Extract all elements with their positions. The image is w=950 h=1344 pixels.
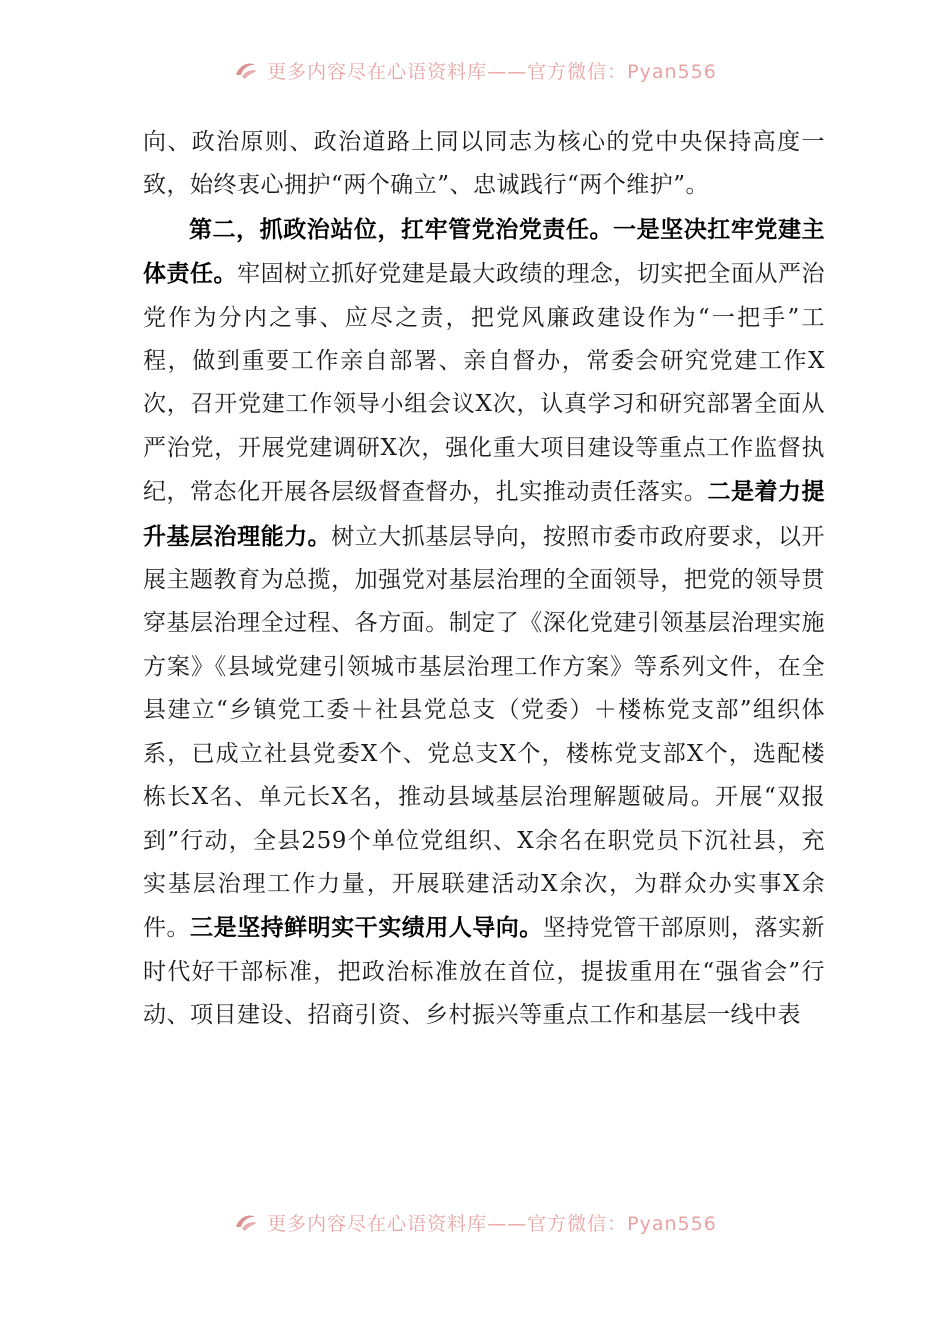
logo-icon <box>233 59 259 81</box>
text-segment: 坚持党管干部原则，落实新时代好干部标准，把政治标准放在首位，提拔重用在“强省会”行动、项目建设、招商引资、乡村振兴等重点工作和基层一线中表 <box>143 915 826 1029</box>
footer-watermark <box>0 1207 950 1237</box>
header-watermark-text: 更多内容尽在心语资料库——官方微信：Pyan556 <box>267 60 717 83</box>
paragraph-1 <box>143 121 825 208</box>
logo-icon <box>233 1211 259 1233</box>
footer-watermark-text: 更多内容尽在心语资料库——官方微信：Pyan556 <box>267 1212 717 1235</box>
section-heading: 第二，抓政治站位，扛牢管党治党责任。一是坚决扛牢党建主体责任。 <box>143 215 825 288</box>
text-segment: 树立大抓基层导向，按照市委市政府要求，以开展主题教育为总揽，加强党对基层治理的全面领导，把党的领导贯穿基层治理全过程、各方面。制定了《深化党建引领基层治理实施方案》《县域党建引领城市基层治理工作方案》等系列文件，在全县建立“乡镇党工委＋社县党总支（党委）＋楼栋党支部”组织体系，已成立社县党委X个、党总支X个，楼栋党支部X个，选配楼栋长X名、单元长X名，推动县域基层治理解题破局。开展“双报到”行动，全县259个单位党组织、X余名在职党员下沉社县，充实基层治理工作力量，开展联建活动X余次，为群众办实事X余件。 <box>143 523 826 942</box>
text-segment: 向、政治原则、政治道路上同以同志为核心的党中央保持高度一致，始终衷心拥护“两个确立”、忠诚践行“两个维护”。 <box>143 129 825 199</box>
text-segment: 牢固树立抓好党建是最大政绩的理念，切实把全面从严治党作为分内之事、应尽之责，把党风廉政建设作为“一把手”工程，做到重要工作亲自部署、亲自督办，常委会研究党建工作X次，召开党建工作领导小组会议X次，认真学习和研究部署全面从严治党，开展党建调研X次，强化重大项目建设等重点工作监督执纪，常态化开展各层级督查督办，扎实推动责任落实。 <box>143 261 826 506</box>
paragraph-2 <box>143 208 825 1038</box>
subheading-2: 二是着力提升基层治理能力。 <box>143 478 826 550</box>
header-watermark <box>0 55 950 85</box>
document-body <box>143 121 825 1038</box>
subheading-3: 三是坚持鲜明实干实绩用人导向。 <box>190 914 543 942</box>
